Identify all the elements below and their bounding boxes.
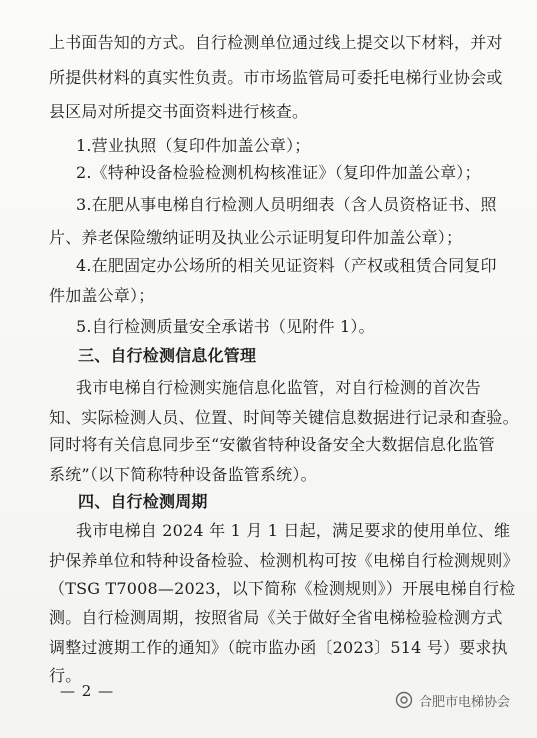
body-text-line: 上书面告知的方式。自行检测单位通过线上提交以下材料，并对 [49,33,503,52]
wechat-account-icon [395,691,413,709]
body-text-line: （TSG T7008—2023，以下简称《检测规则》）开展电梯自行检 [49,579,516,598]
section-heading: 四、自行检测周期 [78,492,208,511]
list-item: 3.在肥从事电梯自行检测人员明细表（含人员资格证书、照 [76,195,497,214]
body-text-line: 测。自行检测周期，按照省局《关于做好全省电梯检验检测方式 [49,608,503,627]
body-text-line: 系统”（以下简称特种设备监管系统）。 [49,465,317,484]
body-text-line: 县区局对所提交书面资料进行核查。 [49,102,309,121]
list-item-continuation: 片、养老保险缴纳证明及执业公示证明复印件加盖公章）； [49,228,463,247]
body-text-line: 我市电梯自行检测实施信息化监管，对自行检测的首次告 [76,378,482,397]
list-item: 2.《特种设备检验检测机构核准证》（复印件加盖公章）； [76,163,481,182]
section-heading: 三、自行检测信息化管理 [78,346,257,365]
body-text-line: 护保养单位和特种设备检验、检测机构可按《电梯自行检测规则》 [49,551,519,570]
list-item: 4.在肥固定办公场所的相关见证资料（产权或租赁合同复印 [76,256,497,275]
list-item: 5.自行检测质量安全承诺书（见附件 1）。 [76,317,375,336]
body-text-line: 同时将有关信息同步至“安徽省特种设备安全大数据信息化监管 [49,435,495,454]
watermark [395,689,531,711]
watermark-text: 合肥市电梯协会 [419,694,511,710]
body-text-line: 知、实际检测人员、位置、时间等关键信息数据进行记录和查验。 [49,408,519,427]
list-item: 1.营业执照（复印件加盖公章）； [76,136,311,155]
body-text-line: 行。 [49,666,82,685]
body-text-line: 所提供材料的真实性负责。市市场监管局可委托电梯行业协会或 [49,68,503,87]
list-item-continuation: 件加盖公章）； [49,286,155,305]
page-number: — 2 — [60,682,115,700]
body-text-line: 调整过渡期工作的通知》（皖市监办函〔2023〕514 号）要求执 [49,638,508,657]
body-text-line: 我市电梯自 2024 年 1 月 1 日起，满足要求的使用单位、维 [76,521,511,540]
